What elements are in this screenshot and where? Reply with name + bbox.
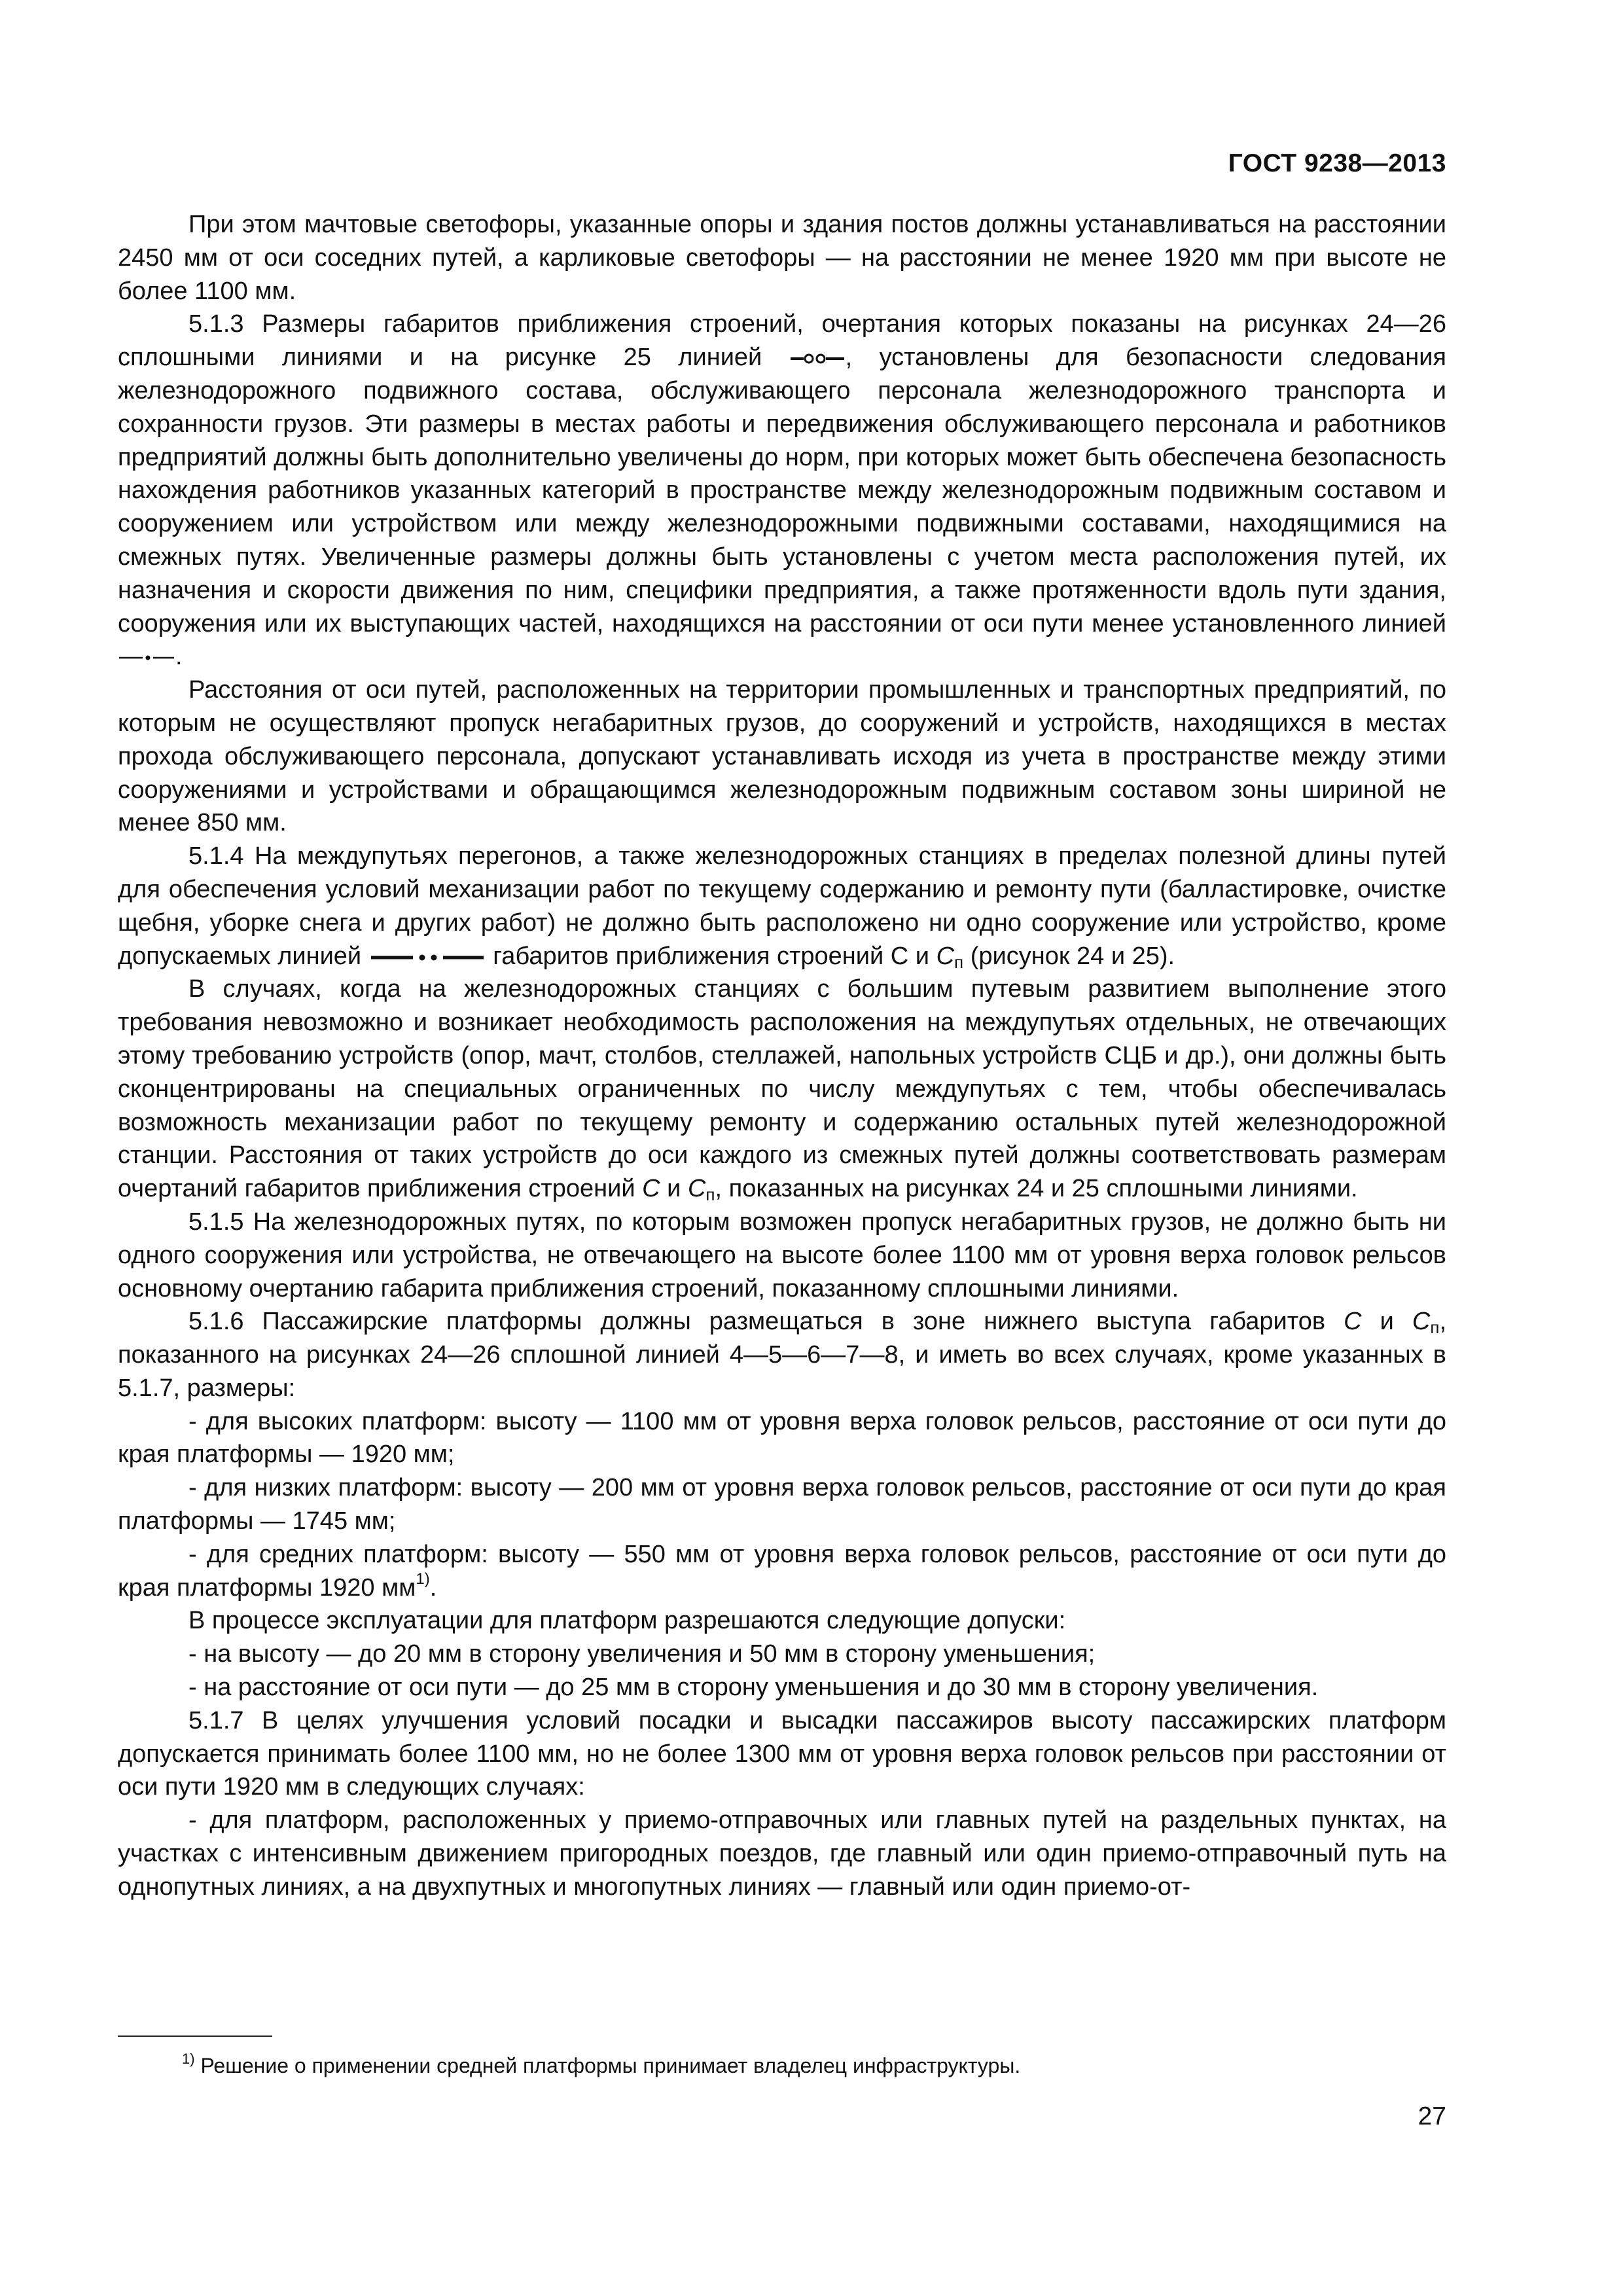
- symbol-c: С: [1344, 1308, 1362, 1336]
- footnote-marker: 1): [182, 2051, 195, 2067]
- text-segment: 5.1.6 Пассажирские платформы должны размещаться в зоне нижнего выступа габаритов: [188, 1308, 1326, 1336]
- text-segment: и: [667, 1175, 681, 1203]
- body-text: [118, 208, 1446, 1904]
- paragraph-5-1-3: [118, 308, 1446, 673]
- text-segment: .: [175, 643, 183, 671]
- symbol-c: С: [936, 942, 955, 970]
- symbol-c-subscript: п: [705, 1185, 715, 1205]
- text-segment: , установлены для безопасности следования железнодорожного подвижного состава, обслуживающего персонала железнодорожного транспорта и сохранности грузов. Эти размеры в местах работы и передвижения обслуживающего персонала и работников предприятий должны быть дополнительно увеличены до норм, при которых может быть обеспечена безопасность нахождения работников указанных категорий в пространстве между железнодорожным подвижным составом и сооружением или устройством или между железнодорожными подвижными составами, находящимися на смежных путях. Увеличенные размеры должны быть установлены с учетом места расположения путей, их назначения и скорости движения по ним, специфики предприятия, а также протяженности вдоль пути здания, сооружения или их выступающих частей, находящихся на расстоянии от оси пути менее установленного линией: [118, 344, 1447, 637]
- text-segment: - для средних платформ: высоту — 550 мм от уровня верха головок рельсов, расстояние от оси пути до края платформы 1920 мм: [118, 1540, 1446, 1602]
- text-segment: и: [1380, 1308, 1394, 1336]
- symbol-c-subscript: п: [1430, 1318, 1440, 1338]
- footnote: [182, 2053, 1020, 2079]
- symbol-c: С: [687, 1175, 706, 1203]
- paragraph-tolerances: В процессе эксплуатации для платформ разрешаются следующие допуски:: [188, 1607, 1066, 1635]
- text-segment: .: [429, 1573, 437, 1602]
- paragraph-5-1-4: [118, 840, 1446, 973]
- paragraph-3: Расстояния от оси путей, расположенных на территории промышленных и транспортных предприятий, по которым не осуществляют пропуск негабаритных грузов, до сооружений и устройств, находящихся в местах прохода обслуживающего персонала, допускают устанавливать исходя из учета в пространстве между этими сооружениями и устройствами и обращающимся железнодорожным подвижным составом зоны шириной не менее 850 мм.: [118, 676, 1446, 837]
- paragraph-5-1-7: 5.1.7 В целях улучшения условий посадки и высадки пассажиров высоту пассажирских платформ допускается принимать более 1100 мм, но не более 1300 мм от уровня верха головок рельсов при расстоянии от оси пути 1920 мм в следующих случаях:: [118, 1706, 1446, 1801]
- standard-header: ГОСТ 9238—2013: [1228, 149, 1446, 177]
- text-segment: В случаях, когда на железнодорожных станциях с большим путевым развитием выполнение этого требования невозможно и возникает необходимость расположения на междупутьях отдельных, не отвечающих этому требованию устройств (опор, мачт, столбов, стеллажей, напольных устройств СЦБ и др.), они должны быть сконцентрированы на специальных ограниченных по числу междупутьях с тем, чтобы обеспечивалась возможность механизации работ по текущему ремонту и содержанию остальных путей железнодорожной станции. Расстояния от таких устройств до оси каждого из смежных путей должны соответствовать размерам очертаний габаритов приближения строений: [118, 975, 1446, 1203]
- symbol-c-subscript: п: [954, 952, 964, 972]
- symbol-c: С: [642, 1175, 660, 1203]
- list-item-height-tolerance: - на высоту — до 20 мм в сторону увеличения и 50 мм в сторону уменьшения;: [188, 1640, 1096, 1668]
- dash-dot-line-symbol: [118, 651, 175, 664]
- footnote-reference: 1): [416, 1570, 430, 1588]
- text-segment: 5.1.3 Размеры габаритов приближения строений, очертания которых показаны на рисунках 24—26 сплошными линиями и на рисунке 25 линией: [118, 310, 1446, 372]
- line-circles-symbol: [789, 352, 846, 365]
- text-segment: , показанного на рисунках 24—26 сплошной линией 4—5—6—7—8, и иметь во всех случаях, кроме указанных в 5.1.7, размеры:: [118, 1308, 1447, 1402]
- footnote-divider: [118, 2036, 272, 2037]
- page-number: 27: [1418, 2102, 1446, 2130]
- dash-double-dot-line-symbol: [368, 951, 486, 964]
- paragraph-5: [118, 973, 1446, 1206]
- list-item-medium-platforms: [118, 1538, 1446, 1605]
- text-segment: 5.1.4 На междупутьях перегонов, а также железнодорожных станциях в пределах полезной длины путей для обеспечения условий механизации работ по текущему содержанию и ремонту пути (балластировке, очистке щебня, уборке снега и других работ) не должно быть расположено ни одно сооружение или устройство, кроме допускаемых линией: [118, 842, 1446, 970]
- paragraph-5-1-5: 5.1.5 На железнодорожных путях, по которым возможен пропуск негабаритных грузов, не должно быть ни одного сооружения или устройства, не отвечающего на высоте более 1100 мм от уровня верха головок рельсов основному очертанию габарита приближения строений, показанному сплошными линиями.: [118, 1208, 1446, 1302]
- text-segment: габаритов приближения строений С и: [493, 942, 930, 970]
- list-item-distance-tolerance: - на расстояние от оси пути — до 25 мм в сторону уменьшения и до 30 мм в сторону увеличения.: [188, 1674, 1319, 1702]
- paragraph-1: При этом мачтовые светофоры, указанные опоры и здания постов должны устанавливаться на расстоянии 2450 мм от оси соседних путей, а карликовые светофоры — на расстоянии не менее 1920 мм при высоте не более 1100 мм.: [118, 211, 1446, 305]
- symbol-c: С: [1412, 1308, 1431, 1336]
- paragraph-5-1-6: [118, 1305, 1446, 1405]
- list-item-high-platforms: - для высоких платформ: высоту — 1100 мм от уровня верха головок рельсов, расстояние от оси пути до края платформы — 1920 мм;: [118, 1407, 1446, 1469]
- footnote-text: Решение о применении средней платформы принимает владелец инфраструктуры.: [200, 2054, 1021, 2077]
- text-segment: (рисунок 24 и 25).: [970, 942, 1175, 970]
- list-item-platforms-main-tracks: - для платформ, расположенных у приемо-отправочных или главных путей на раздельных пунктах, на участках с интенсивным движением пригородных поездов, где главный или один приемо-отправочный путь на однопутных линиях, а на двухпутных и многопутных линиях — главный или один приемо-от-: [118, 1806, 1446, 1901]
- list-item-low-platforms: - для низких платформ: высоту — 200 мм от уровня верха головок рельсов, расстояние от оси пути до края платформы — 1745 мм;: [118, 1474, 1446, 1535]
- text-segment: , показанных на рисунках 24 и 25 сплошными линиями.: [715, 1175, 1358, 1203]
